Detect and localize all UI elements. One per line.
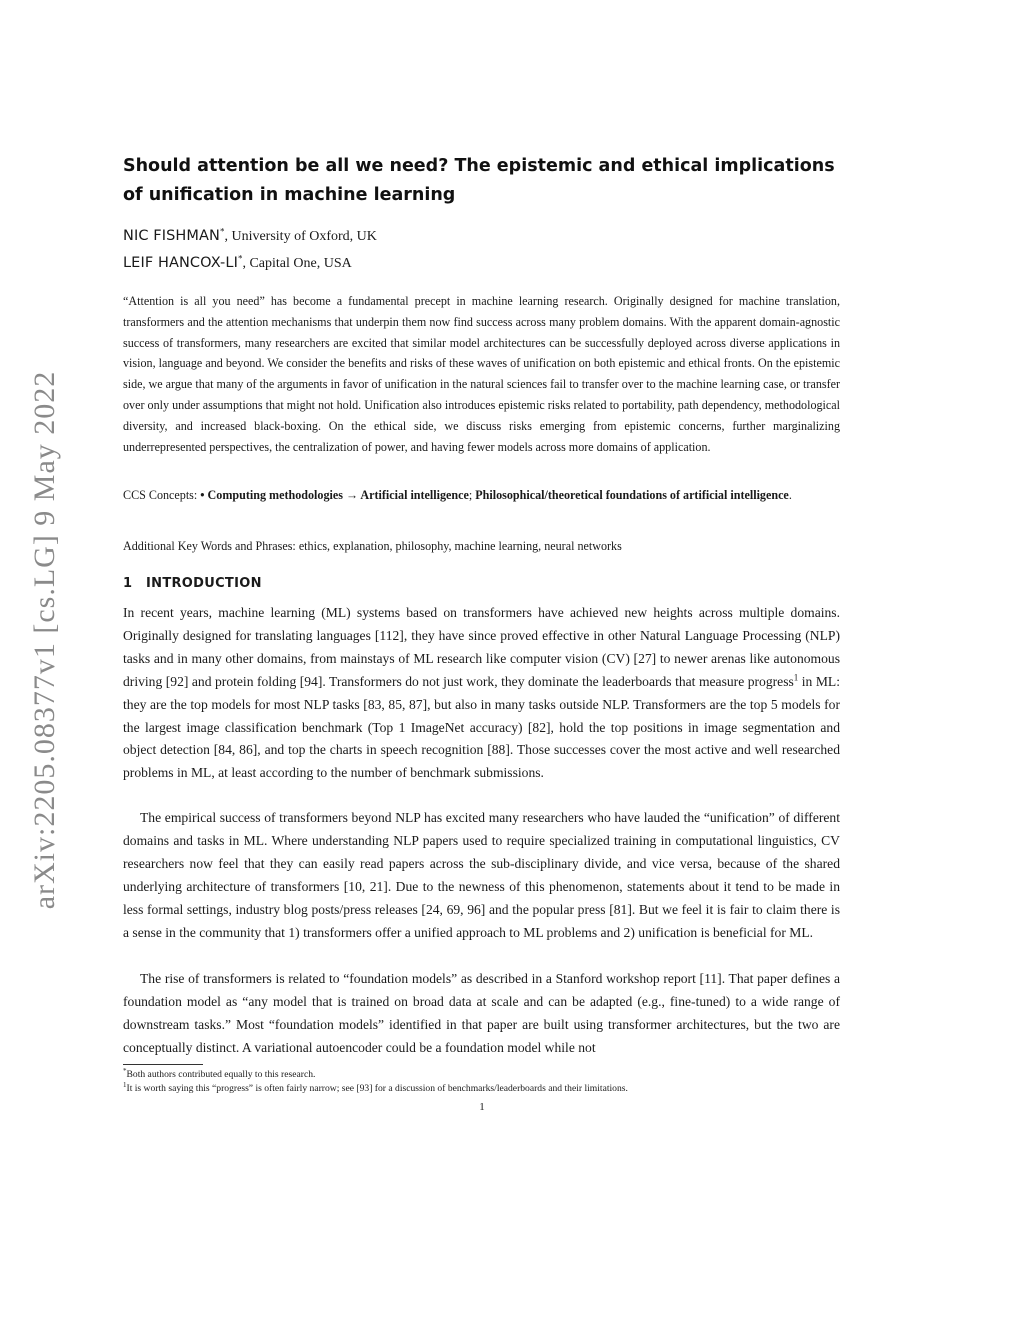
arxiv-identifier: arXiv:2205.08377v1 [cs.LG] 9 May 2022 [28, 370, 61, 910]
footnote-mark: 1 [123, 1080, 127, 1089]
paragraph-1 [123, 602, 840, 785]
author-1 [123, 228, 377, 245]
author-mark: * [237, 253, 243, 264]
abstract: “Attention is all you need” has become a fundamental precept in machine learning research. Originally designed for machine translation, transformers and the attention mechanisms that underpin them now find success across many problem domains. With the apparent domain-agnostic success of transformers, many researchers are excited that similar model architectures can be successfully deployed across diverse applications in vision, language and beyond. We consider the benefits and risks of these waves of unification on both epistemic and ethical fronts. On the epistemic side, we argue that many of the arguments in favor of unification in the natural sciences fail to transfer over to the machine learning case, or transfer over only under assumptions that might not hold. Unification also introduces epistemic risks related to portability, path dependency, methodological diversity, and increased black-boxing. On the ethical side, we discuss risks emerging from epistemic concerns, further marginalizing underrepresented perspectives, the centralization of power, and having fewer models across more domains of application. [123, 294, 840, 454]
author-name: NIC FISHMAN [123, 228, 220, 244]
paragraph-text: in ML: they are the top models for most NLP tasks [83, 85, 87], but also in many tasks outside NLP. Transformers are the top 5 models for the largest image classification benchmark (Top 1 ImageNet accuracy) [82], hold the top positions in image segmentation and object detection [84, 86], and top the charts in speech recognition [88]. Those successes cover the most active and well researched problems in ML, at least according to the number of benchmark submissions. [123, 673, 840, 781]
ccs-concept: Computing methodologies → Artificial intelligence [207, 488, 469, 502]
footnote-1 [123, 1068, 840, 1081]
paper-title: Should attention be all we need? The epistemic and ethical implications of unification in machine learning [123, 156, 835, 205]
ccs-label: CCS Concepts: [123, 488, 201, 502]
footnote-2 [123, 1082, 840, 1095]
author-affiliation: , Capital One, USA [242, 256, 352, 271]
footnote-text: Both authors contributed equally to this research. [126, 1069, 316, 1080]
keywords: Additional Key Words and Phrases: ethics, explanation, philosophy, machine learning, neural networks [123, 539, 622, 553]
author-2 [123, 255, 352, 272]
footnote-divider [123, 1064, 203, 1065]
section-title: INTRODUCTION [146, 576, 262, 591]
footnote-reference: 1 [793, 672, 799, 683]
paragraph-text: In recent years, machine learning (ML) systems based on transformers have achieved new heights across multiple domains. Originally designed for translating languages [112], they have since proved effective in other Natural Language Processing (NLP) tasks and in many other domains, from mainstays of ML research like computer vision (CV) [27] to newer arenas like autonomous driving [92] and protein folding [94]. Transformers do not just work, they dominate the leaderboards that measure progress [123, 605, 840, 689]
ccs-concept: Philosophical/theoretical foundations of artificial intelligence [475, 488, 789, 502]
ccs-concepts [123, 485, 840, 506]
ccs-end: . [788, 488, 792, 502]
section-number: 1 [123, 576, 133, 591]
section-heading [123, 574, 262, 594]
paragraph-2: The empirical success of transformers beyond NLP has excited many researchers who have lauded the “unification” of different domains and tasks in ML. Where understanding NLP papers used to require specialized training in computational linguistics, CV researchers now feel that they can easily read papers across the sub-disciplinary divide, and vice versa, because of the shared underlying architecture of transformers [10, 21]. Due to the newness of this phenomenon, statements about it tend to be made in less formal settings, industry blog posts/press releases [24, 69, 96] and the popular press [81]. But we feel it is fair to claim there is a sense in the community that 1) transformers offer a unified approach to ML problems and 2) unification is beneficial for ML. [123, 810, 840, 940]
author-mark: * [219, 226, 225, 237]
ccs-separator: ; [468, 488, 476, 502]
footnote-text: It is worth saying this “progress” is often fairly narrow; see [93] for a discussion of benchmarks/leaderboards and their limitations. [126, 1083, 628, 1094]
paragraph-3: The rise of transformers is related to “foundation models” as described in a Stanford workshop report [11]. That paper defines a foundation model as “any model that is trained on broad data at scale and can be adapted (e.g., fine-tuned) to a wide range of downstream tasks.” Most “foundation models” identified in that paper are built using transformer architectures, but the two are conceptually distinct. A variational autoencoder could be a foundation model while not [123, 971, 840, 1055]
footnote-mark: * [123, 1066, 127, 1075]
author-name: LEIF HANCOX-LI [123, 255, 238, 271]
ccs-bullet: • [200, 488, 208, 502]
page-number: 1 [479, 1101, 485, 1113]
author-affiliation: , University of Oxford, UK [224, 229, 377, 244]
